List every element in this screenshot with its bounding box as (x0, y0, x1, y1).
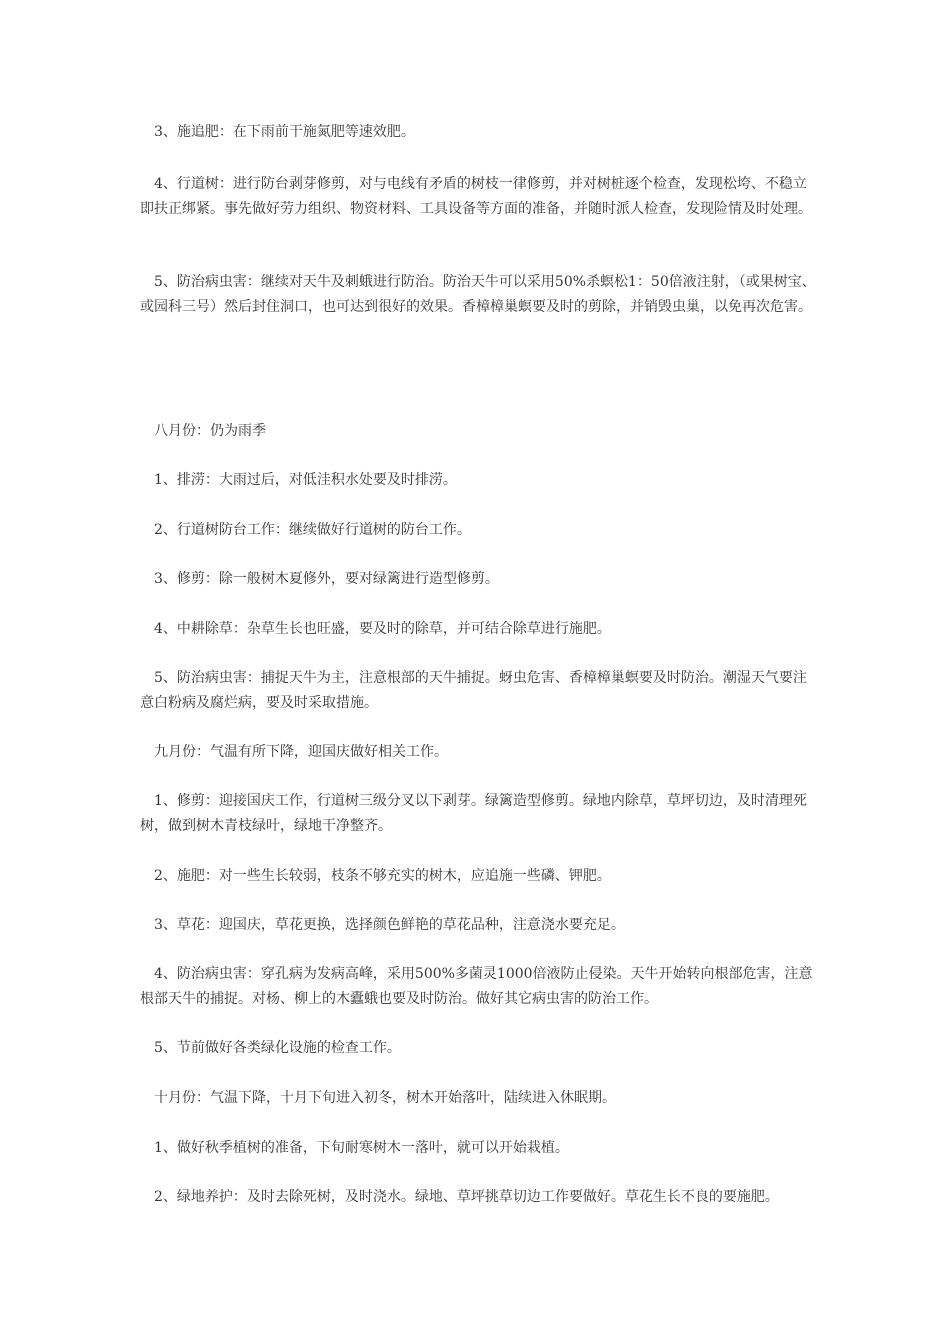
document-page (140, 0, 820, 1344)
heading-october: 十月份：气温下降，十月下旬进入初冬，树木开始落叶，陆续进入休眠期。 (154, 1090, 616, 1106)
paragraph-august-item-1: 1、排涝：大雨过后，对低洼积水处要及时排涝。 (154, 472, 457, 488)
paragraph-september-item-1: 1、修剪：迎接国庆工作，行道树三级分叉以下剥芽。绿篱造型修剪。绿地内除草，草坪切边，及时清理死树，做到树木青枝绿叶，绿地干净整齐。 (140, 793, 807, 834)
paragraph-october-item-2: 2、绿地养护：及时去除死树，及时浇水。绿地、草坪挑草切边工作要做好。草花生长不良的要施肥。 (154, 1189, 779, 1205)
paragraph-august-item-5: 5、防治病虫害：捕捉天牛为主，注意根部的天牛捕捉。蚜虫危害、香樟樟巢螟要及时防治。潮湿天气要注意白粉病及腐烂病，要及时采取措施。 (140, 670, 807, 711)
paragraph-september-item-3: 3、草花：迎国庆，草花更换，选择颜色鲜艳的草花品种，注意浇水要充足。 (154, 917, 625, 933)
paragraph-september-item-5: 5、节前做好各类绿化设施的检查工作。 (154, 1040, 401, 1056)
paragraph-july-item-3: 3、施追肥：在下雨前干施氮肥等速效肥。 (154, 124, 415, 140)
paragraph-july-item-5: 5、防治病虫害：继续对天牛及刺蛾进行防治。防治天牛可以采用50%杀螟松1：50倍液注射，（或果树宝、或园科三号）然后封住洞口，也可达到很好的效果。香樟樟巢螟要及时的剪除，并销毁虫巢，以免再次危害。 (140, 274, 816, 315)
heading-september: 九月份：气温有所下降，迎国庆做好相关工作。 (154, 744, 448, 760)
paragraph-july-item-4: 4、行道树：进行防台剥芽修剪，对与电线有矛盾的树枝一律修剪，并对树桩逐个检查，发现松垮、不稳立即扶正绑紧。事先做好劳力组织、物资材料、工具设备等方面的准备，并随时派人检查，发现险情及时处理。 (140, 176, 812, 217)
paragraph-october-item-1: 1、做好秋季植树的准备，下旬耐寒树木一落叶，就可以开始栽植。 (154, 1140, 569, 1156)
paragraph-august-item-2: 2、行道树防台工作：继续做好行道树的防台工作。 (154, 522, 471, 538)
paragraph-september-item-4: 4、防治病虫害：穿孔病为发病高峰，采用500%多菌灵1000倍液防止侵染。天牛开始转向根部危害，注意根部天牛的捕捉。对杨、柳上的木蠹蛾也要及时防治。做好其它病虫害的防治工作。 (140, 966, 813, 1007)
paragraph-august-item-3: 3、修剪：除一般树木夏修外，要对绿篱进行造型修剪。 (154, 571, 499, 587)
paragraph-august-item-4: 4、中耕除草：杂草生长也旺盛，要及时的除草，并可结合除草进行施肥。 (154, 621, 611, 637)
paragraph-september-item-2: 2、施肥：对一些生长较弱，枝条不够充实的树木，应追施一些磷、钾肥。 (154, 868, 611, 884)
heading-august: 八月份：仍为雨季 (154, 423, 266, 439)
